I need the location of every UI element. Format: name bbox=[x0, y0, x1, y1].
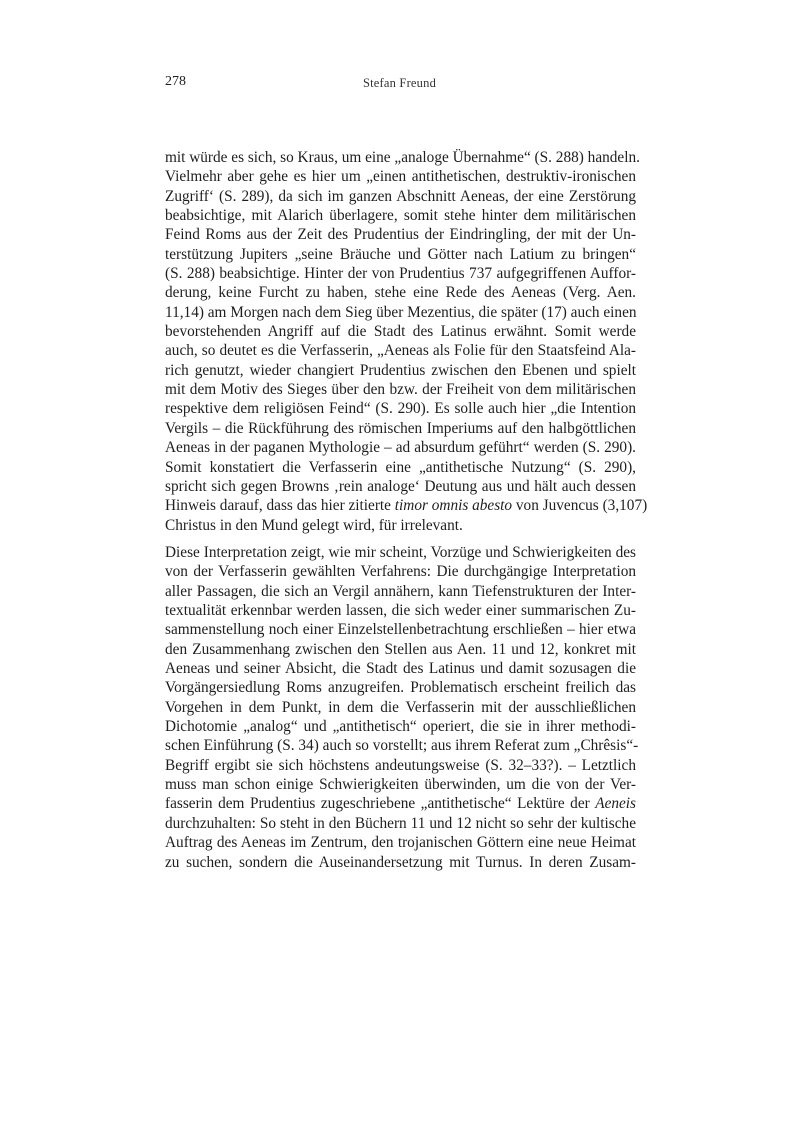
text-segment: Vorgehen in dem Punkt, in dem die Verfasserin mit der ausschließlichen bbox=[165, 698, 636, 716]
text-line bbox=[165, 620, 636, 639]
text-line bbox=[165, 516, 636, 535]
text-segment: rich genutzt, wieder changiert Prudentius zwischen den Ebenen und spielt bbox=[165, 361, 636, 379]
text-segment: mit würde es sich, so Kraus, um eine „analoge Übernahme“ (S. 288) handeln. bbox=[165, 149, 640, 166]
text-segment: den Zusammenhang zwischen den Stellen aus Aen. 11 und 12, konkret mit bbox=[165, 640, 636, 658]
italic-title: timor omnis abesto bbox=[394, 497, 513, 515]
text-line bbox=[165, 833, 636, 852]
text-segment: von Juvencus (3,107) bbox=[512, 497, 648, 515]
text-line bbox=[165, 458, 636, 477]
text-segment: auch, so deutet es die Verfasserin, „Aeneas als Folie für den Staatsfeind Ala- bbox=[165, 342, 636, 360]
text-line bbox=[165, 496, 648, 515]
text-line bbox=[165, 322, 636, 341]
text-segment: durchzuhalten: So steht in den Büchern 11 und 12 nicht so sehr der kultische bbox=[165, 814, 636, 832]
text-segment: textualität erkennbar werden lassen, die sich weder einer summarischen Zu- bbox=[165, 602, 636, 620]
text-segment: Auftrag des Aeneas im Zentrum, den trojanischen Göttern eine neue Heimat bbox=[165, 834, 636, 852]
text-segment: Feind Roms aus der Zeit des Prudentius der Eindringling, der mit der Un- bbox=[165, 226, 636, 244]
text-line bbox=[165, 698, 636, 717]
text-line bbox=[165, 341, 636, 360]
text-line bbox=[165, 582, 636, 601]
text-segment: Hinweis darauf, dass das hier zitierte bbox=[165, 497, 395, 515]
text-segment: zu suchen, sondern die Auseinandersetzung mit Turnus. In deren Zusam- bbox=[165, 853, 636, 871]
text-segment: 11,14) am Morgen nach dem Sieg über Mezentius, die später (17) auch einen bbox=[165, 303, 637, 321]
text-line bbox=[165, 794, 636, 813]
text-segment: Aeneas und seiner Absicht, die Stadt des Latinus und damit sozusagen die bbox=[165, 660, 636, 678]
text-line bbox=[165, 283, 636, 302]
text-segment: aller Passagen, die sich an Vergil annähern, kann Tiefenstrukturen der Inter- bbox=[165, 582, 636, 600]
text-line bbox=[165, 601, 636, 620]
text-segment: Begriff ergibt sie sich höchstens andeutungsweise (S. 32–33?). – Letztlich bbox=[165, 756, 636, 774]
text-line bbox=[165, 167, 636, 186]
text-segment: beabsichtige, mit Alarich überlagere, somit stehe hinter dem militärischen bbox=[165, 207, 636, 225]
text-line bbox=[165, 756, 636, 775]
paragraph-2 bbox=[165, 543, 639, 872]
text-segment: Zugriff‘ (S. 289), da sich im ganzen Abschnitt Aeneas, der eine Zerstörung bbox=[165, 187, 636, 205]
text-line bbox=[165, 640, 636, 659]
text-segment: Vergils – die Rückführung des römischen Imperiums auf den halbgöttlichen bbox=[165, 419, 636, 437]
text-segment: Dichotomie „analog“ und „antithetisch“ operiert, die sie in ihrer methodi- bbox=[165, 718, 636, 736]
text-line bbox=[165, 678, 636, 697]
text-segment: schen Einführung (S. 34) auch so vorstellt; aus ihrem Referat zum „Chrêsis“- bbox=[165, 737, 639, 755]
text-line bbox=[165, 659, 636, 678]
text-line bbox=[165, 399, 636, 418]
text-line bbox=[165, 736, 639, 755]
text-line bbox=[165, 477, 636, 496]
text-line bbox=[165, 543, 636, 562]
text-line bbox=[165, 419, 636, 438]
text-segment: Aeneas in der paganen Mythologie – ad absurdum geführt“ werden (S. 290). bbox=[165, 439, 636, 457]
text-segment: von der Verfasserin gewählten Verfahrens: Die durchgängige Interpretation bbox=[165, 563, 636, 581]
paragraph-1 bbox=[165, 148, 648, 535]
text-segment: Vielmehr aber gehe es hier um „einen antithetischen, destruktiv-ironischen bbox=[165, 168, 636, 186]
text-segment: derung, keine Furcht zu haben, stehe eine Rede des Aeneas (Verg. Aen. bbox=[165, 284, 636, 302]
text-line bbox=[165, 853, 636, 872]
text-line bbox=[165, 225, 636, 244]
text-line bbox=[165, 206, 636, 225]
text-line bbox=[165, 717, 636, 736]
text-segment: bevorstehenden Angriff auf die Stadt des Latinus erwähnt. Somit werde bbox=[165, 323, 636, 341]
text-line bbox=[165, 562, 636, 581]
text-line bbox=[165, 148, 640, 167]
running-head: Stefan Freund bbox=[362, 76, 437, 90]
text-line bbox=[165, 303, 636, 322]
page-number: 278 bbox=[165, 74, 186, 89]
text-line bbox=[165, 438, 636, 457]
text-segment: (S. 288) beabsichtige. Hinter der von Prudentius 737 aufgegriffenen Auffor- bbox=[165, 265, 636, 283]
text-line bbox=[165, 245, 636, 264]
text-segment: respektive dem religiösen Feind“ (S. 290). Es solle auch hier „die Intention bbox=[165, 400, 636, 418]
italic-title: Aeneis bbox=[595, 795, 636, 813]
text-segment: fasserin dem Prudentius zugeschriebene „antithetische“ Lektüre der bbox=[165, 795, 596, 813]
text-line bbox=[165, 814, 636, 833]
text-line bbox=[165, 187, 636, 206]
text-line bbox=[165, 264, 636, 283]
text-line bbox=[165, 361, 636, 380]
text-segment: Diese Interpretation zeigt, wie mir scheint, Vorzüge und Schwierigkeiten des bbox=[165, 544, 636, 561]
text-line bbox=[165, 380, 636, 399]
text-segment: mit dem Motiv des Sieges über den bzw. der Freiheit von dem militärischen bbox=[165, 381, 636, 399]
text-segment: spricht sich gegen Browns ‚rein analoge‘ Deutung aus und hält auch dessen bbox=[165, 477, 636, 495]
text-segment: sammenstellung noch einer Einzelstellenbetrachtung erschließen – hier etwa bbox=[165, 621, 636, 639]
text-segment: Somit konstatiert die Verfasserin eine „antithetische Nutzung“ (S. 290), bbox=[165, 458, 636, 476]
text-line bbox=[165, 775, 636, 794]
text-segment: muss man schon einige Schwierigkeiten überwinden, um die von der Ver- bbox=[165, 776, 636, 794]
text-segment: Vorgängersiedlung Roms anzugreifen. Problematisch erscheint freilich das bbox=[165, 679, 636, 697]
text-segment: Christus in den Mund gelegt wird, für irrelevant. bbox=[165, 516, 463, 534]
text-segment: terstützung Jupiters „seine Bräuche und Götter nach Latium zu bringen“ bbox=[165, 245, 636, 263]
